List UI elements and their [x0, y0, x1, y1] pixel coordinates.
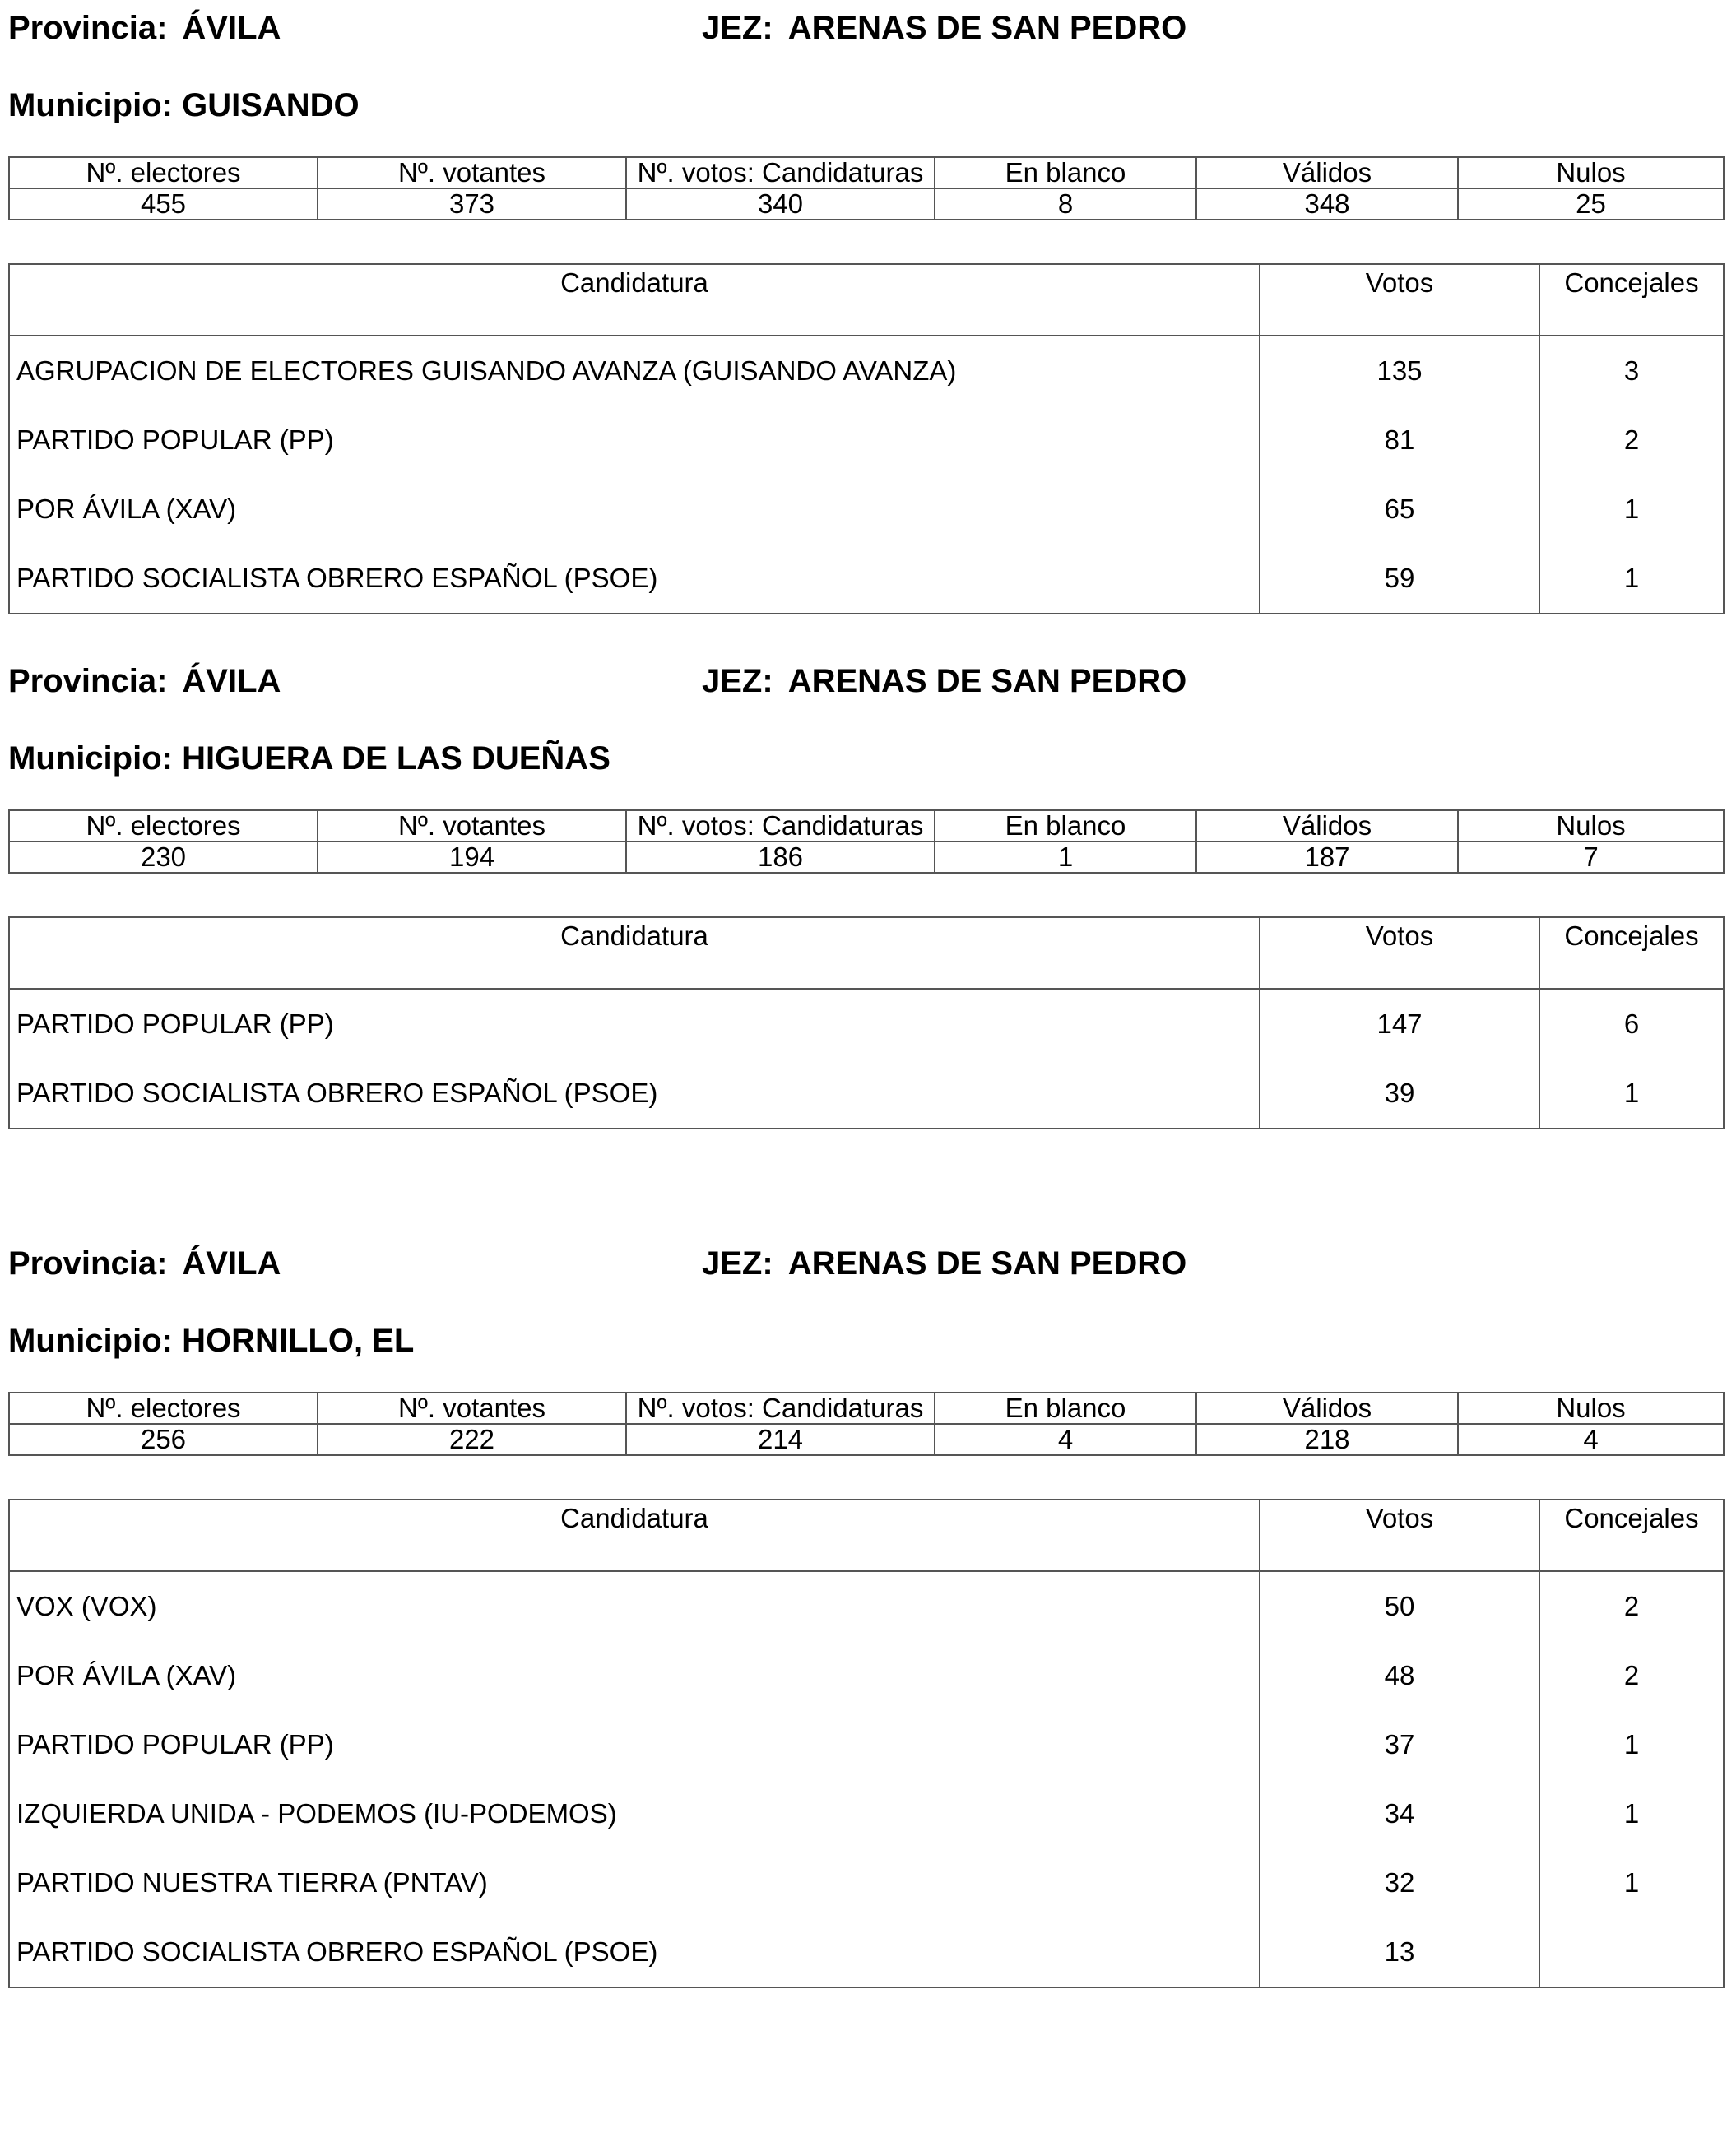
stats-table: [8, 809, 1725, 874]
candidatura-concejales: 3: [1539, 336, 1724, 406]
col-nulos: Nulos: [1458, 1393, 1724, 1424]
candidatura-name: AGRUPACION DE ELECTORES GUISANDO AVANZA (GUISANDO AVANZA): [9, 336, 1260, 406]
candidatura-concejales: [1539, 1917, 1724, 1987]
municipio-value: HIGUERA DE LAS DUEÑAS: [182, 740, 610, 777]
candidatura-row: [9, 1710, 1724, 1779]
candidatura-name: PARTIDO POPULAR (PP): [9, 406, 1260, 475]
votos-candidaturas-value: 340: [626, 188, 935, 220]
candidatura-row: [9, 544, 1724, 614]
col-electores: Nº. electores: [9, 810, 318, 842]
col-validos: Válidos: [1196, 810, 1458, 842]
jez-heading: [702, 10, 1186, 46]
stats-table: [8, 1392, 1725, 1456]
municipality-section: [0, 1236, 1727, 2058]
candidatura-name: PARTIDO POPULAR (PP): [9, 1710, 1260, 1779]
candidatura-name: POR ÁVILA (XAV): [9, 1641, 1260, 1710]
candidatura-row: [9, 1917, 1724, 1987]
col-concejales: Concejales: [1539, 1500, 1724, 1571]
col-candidatura: Candidatura: [9, 264, 1260, 336]
candidatura-row: [9, 336, 1724, 406]
candidatura-row: [9, 1571, 1724, 1641]
candidatura-name: VOX (VOX): [9, 1571, 1260, 1641]
votantes-value: 194: [318, 842, 626, 873]
candidatura-name: IZQUIERDA UNIDA - PODEMOS (IU-PODEMOS): [9, 1779, 1260, 1848]
candidatura-row: [9, 1059, 1724, 1129]
candidatura-row: [9, 406, 1724, 475]
col-votantes: Nº. votantes: [318, 810, 626, 842]
municipio-label: Municipio:: [8, 87, 173, 123]
col-en-blanco: En blanco: [935, 157, 1196, 188]
candidaturas-header-row: [9, 917, 1724, 989]
stats-values-row: [9, 1424, 1724, 1455]
jez-heading: [702, 663, 1186, 699]
col-en-blanco: En blanco: [935, 810, 1196, 842]
col-nulos: Nulos: [1458, 157, 1724, 188]
jez-label: JEZ:: [702, 663, 773, 699]
provincia-heading: [8, 10, 281, 46]
candidatura-concejales: 2: [1539, 1571, 1724, 1641]
candidatura-concejales: 1: [1539, 544, 1724, 614]
municipio-heading: [8, 87, 360, 123]
candidatura-row: [9, 1779, 1724, 1848]
jez-heading: [702, 1245, 1186, 1282]
candidatura-votos: 50: [1260, 1571, 1539, 1641]
validos-value: 348: [1196, 188, 1458, 220]
candidatura-concejales: 1: [1539, 1059, 1724, 1129]
en-blanco-value: 8: [935, 188, 1196, 220]
municipio-label: Municipio:: [8, 740, 173, 777]
votantes-value: 222: [318, 1424, 626, 1455]
candidatura-votos: 48: [1260, 1641, 1539, 1710]
votos-candidaturas-value: 214: [626, 1424, 935, 1455]
stats-header-row: [9, 810, 1724, 842]
col-votos: Votos: [1260, 264, 1539, 336]
col-votos: Votos: [1260, 1500, 1539, 1571]
nulos-value: 25: [1458, 188, 1724, 220]
candidatura-concejales: 6: [1539, 989, 1724, 1059]
municipio-value: GUISANDO: [182, 87, 360, 123]
candidatura-votos: 147: [1260, 989, 1539, 1059]
col-votos-candidaturas: Nº. votos: Candidaturas: [626, 810, 935, 842]
col-concejales: Concejales: [1539, 917, 1724, 989]
municipio-label: Municipio:: [8, 1323, 173, 1359]
col-validos: Válidos: [1196, 1393, 1458, 1424]
provincia-value: ÁVILA: [182, 663, 281, 699]
col-en-blanco: En blanco: [935, 1393, 1196, 1424]
candidatura-concejales: 1: [1539, 475, 1724, 544]
candidatura-concejales: 2: [1539, 406, 1724, 475]
provincia-value: ÁVILA: [182, 10, 281, 46]
candidatura-votos: 65: [1260, 475, 1539, 544]
candidatura-row: [9, 1641, 1724, 1710]
candidaturas-table: [8, 916, 1725, 1129]
provincia-heading: [8, 663, 281, 699]
jez-value: ARENAS DE SAN PEDRO: [787, 1245, 1187, 1282]
col-votos-candidaturas: Nº. votos: Candidaturas: [626, 1393, 935, 1424]
en-blanco-value: 4: [935, 1424, 1196, 1455]
electores-value: 256: [9, 1424, 318, 1455]
nulos-value: 7: [1458, 842, 1724, 873]
col-candidatura: Candidatura: [9, 1500, 1260, 1571]
candidatura-name: PARTIDO NUESTRA TIERRA (PNTAV): [9, 1848, 1260, 1917]
municipio-heading: [8, 740, 610, 777]
candidatura-votos: 32: [1260, 1848, 1539, 1917]
candidatura-row: [9, 1848, 1724, 1917]
electores-value: 455: [9, 188, 318, 220]
candidatura-name: POR ÁVILA (XAV): [9, 475, 1260, 544]
candidaturas-header-row: [9, 264, 1724, 336]
candidatura-row: [9, 475, 1724, 544]
votantes-value: 373: [318, 188, 626, 220]
candidatura-concejales: 1: [1539, 1779, 1724, 1848]
provincia-value: ÁVILA: [182, 1245, 281, 1282]
col-candidatura: Candidatura: [9, 917, 1260, 989]
candidatura-votos: 39: [1260, 1059, 1539, 1129]
votos-candidaturas-value: 186: [626, 842, 935, 873]
candidatura-votos: 13: [1260, 1917, 1539, 1987]
col-votos-candidaturas: Nº. votos: Candidaturas: [626, 157, 935, 188]
electores-value: 230: [9, 842, 318, 873]
col-nulos: Nulos: [1458, 810, 1724, 842]
col-electores: Nº. electores: [9, 1393, 318, 1424]
col-votos: Votos: [1260, 917, 1539, 989]
jez-value: ARENAS DE SAN PEDRO: [787, 10, 1187, 46]
candidatura-votos: 135: [1260, 336, 1539, 406]
jez-label: JEZ:: [702, 10, 773, 46]
candidatura-name: PARTIDO SOCIALISTA OBRERO ESPAÑOL (PSOE): [9, 1059, 1260, 1129]
candidatura-concejales: 1: [1539, 1848, 1724, 1917]
candidatura-name: PARTIDO POPULAR (PP): [9, 989, 1260, 1059]
municipio-heading: [8, 1323, 414, 1359]
provincia-label: Provincia:: [8, 10, 168, 46]
col-validos: Válidos: [1196, 157, 1458, 188]
provincia-label: Provincia:: [8, 1245, 168, 1282]
candidatura-votos: 59: [1260, 544, 1539, 614]
candidaturas-header-row: [9, 1500, 1724, 1571]
candidatura-votos: 81: [1260, 406, 1539, 475]
col-concejales: Concejales: [1539, 264, 1724, 336]
candidatura-name: PARTIDO SOCIALISTA OBRERO ESPAÑOL (PSOE): [9, 1917, 1260, 1987]
en-blanco-value: 1: [935, 842, 1196, 873]
col-votantes: Nº. votantes: [318, 1393, 626, 1424]
candidatura-concejales: 2: [1539, 1641, 1724, 1710]
candidatura-row: [9, 989, 1724, 1059]
candidatura-votos: 34: [1260, 1779, 1539, 1848]
col-electores: Nº. electores: [9, 157, 318, 188]
municipality-section: [0, 0, 1727, 625]
candidaturas-table: [8, 1499, 1725, 1988]
candidaturas-table: [8, 263, 1725, 614]
municipality-section: [0, 653, 1727, 1278]
stats-header-row: [9, 1393, 1724, 1424]
stats-header-row: [9, 157, 1724, 188]
stats-values-row: [9, 188, 1724, 220]
stats-table: [8, 156, 1725, 220]
validos-value: 187: [1196, 842, 1458, 873]
candidatura-concejales: 1: [1539, 1710, 1724, 1779]
provincia-label: Provincia:: [8, 663, 168, 699]
col-votantes: Nº. votantes: [318, 157, 626, 188]
municipio-value: HORNILLO, EL: [182, 1323, 415, 1359]
validos-value: 218: [1196, 1424, 1458, 1455]
jez-label: JEZ:: [702, 1245, 773, 1282]
candidatura-votos: 37: [1260, 1710, 1539, 1779]
candidatura-name: PARTIDO SOCIALISTA OBRERO ESPAÑOL (PSOE): [9, 544, 1260, 614]
provincia-heading: [8, 1245, 281, 1282]
jez-value: ARENAS DE SAN PEDRO: [787, 663, 1187, 699]
stats-values-row: [9, 842, 1724, 873]
nulos-value: 4: [1458, 1424, 1724, 1455]
